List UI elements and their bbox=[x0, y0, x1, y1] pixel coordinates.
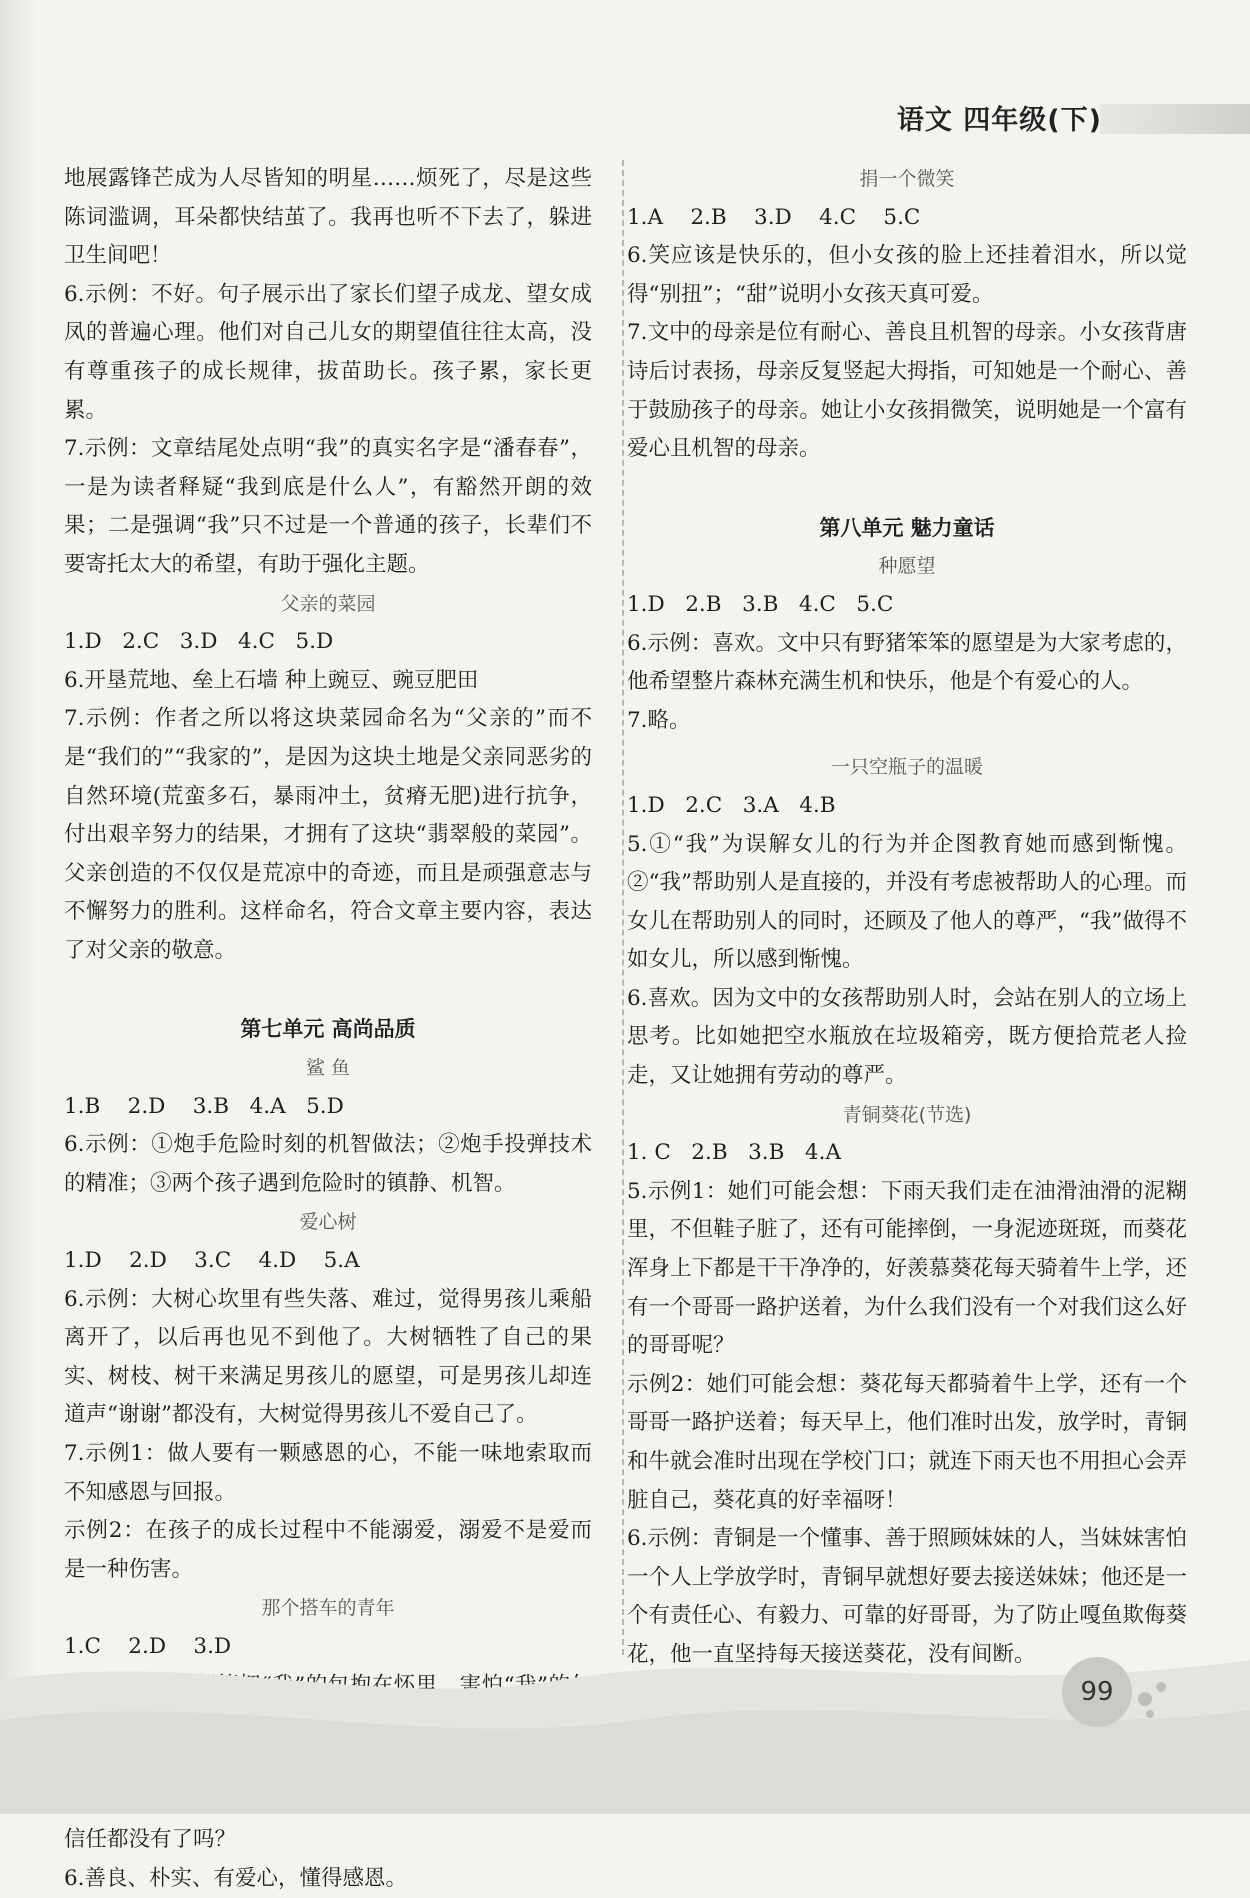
answer-para: 6.示例：大树心坎里有些失落、难过，觉得男孩儿乘船离开了，以后再也见不到他了。大树牺牲了自己的果实、树枝、树干来满足男孩儿的愿望，可是男孩儿却连道声“谢谢”都没有，大树觉得男孩儿不爱自己了。 bbox=[64, 1286, 592, 1428]
answer-para: 6.笑应该是快乐的，但小女孩的脸上还挂着泪水，所以觉得“别扭”；“甜”说明小女孩天真可爱。 bbox=[627, 243, 1187, 307]
left-column bbox=[64, 160, 592, 1898]
answer-para: 5.①“我”为误解女儿的行为并企图教育她而感到惭愧。②“我”帮助别人是直接的，并没有考虑被帮助人的心理。而女儿在帮助别人的同时，还顾及了他人的尊严，“我”做得不如女儿，所以感到惭愧。 bbox=[627, 831, 1187, 973]
answer-para: 信任都没有了吗？ bbox=[64, 1826, 237, 1852]
decor-dot bbox=[1138, 1692, 1152, 1706]
answer-para: 7.示例：文章结尾处点明“我”的真实名字是“潘春春”，一是为读者释疑“我到底是什么人”，有豁然开朗的效果；二是强调“我”只不过是一个普通的孩子，长辈们不要寄托太大的希望，有助于强化主题。 bbox=[64, 436, 592, 577]
choice-answers: 1.C 2.D 3.D bbox=[64, 1633, 232, 1659]
lesson-title: 捐一个微笑 bbox=[859, 168, 955, 190]
decor-dot bbox=[1156, 1682, 1166, 1692]
answer-para: 7.文中的母亲是位有耐心、善良且机智的母亲。小女孩背唐诗后讨表扬，母亲反复竖起大拇指，可知她是一个耐心、善于鼓励孩子的母亲。她让小女孩捐微笑，说明她是一个富有爱心且机智的母亲。 bbox=[627, 320, 1187, 462]
answer-para: 6.示例：①炮手危险时刻的机智做法；②炮手投弹技术的精准；③两个孩子遇到危险时的镇静、机智。 bbox=[64, 1132, 592, 1196]
answer-para: 6.示例：青铜是一个懂事、善于照顾妹妹的人，当妹妹害怕一个人上学放学时，青铜早就想好要去接送妹妹；他还是一个有责任心、有毅力、可靠的好哥哥，为了防止嘎鱼欺侮葵花，他一直坚持每天接送葵花，没有间断。 bbox=[627, 1526, 1187, 1667]
choice-answers: 1.D 2.B 3.B 4.C 5.C bbox=[627, 591, 894, 617]
choice-answers: 1.B 2.D 3.B 4.A 5.D bbox=[64, 1093, 344, 1119]
page-number: 99 bbox=[1062, 1657, 1132, 1727]
answer-para: 示例2：她们可能会想：葵花每天都骑着牛上学，还有一个哥哥一路护送着；每天早上，他们准时出发，放学时，青铜和牛就会准时出现在学校门口；就连下雨天也不用担心会弄脏自己，葵花真的好幸福呀！ bbox=[627, 1371, 1187, 1513]
answer-para: 6.善良、朴实、有爱心，懂得感恩。 bbox=[64, 1865, 408, 1891]
answer-para: 地展露锋芒成为人尽皆知的明星……烦死了，尽是这些陈词滥调，耳朵都快结茧了。我再也听不下去了，躲进卫生间吧！ bbox=[64, 166, 592, 269]
answer-para: 6.喜欢。因为文中的女孩帮助别人时，会站在别人的立场上思考。比如她把空水瓶放在垃圾箱旁，既方便拾荒老人捡走，又让她拥有劳动的尊严。 bbox=[627, 985, 1187, 1089]
answer-para: 6.示例：不好。句子展示出了家长们望子成龙、望女成凤的普遍心理。他们对自己儿女的期望值往往太高，没有尊重孩子的成长规律，拔苗助长。孩子累，家长更累。 bbox=[64, 281, 592, 423]
answer-para: 7.示例：作者之所以将这块菜园命名为“父亲的”而不是“我们的”“我家的”，是因为这块土地是父亲同恶劣的自然环境(荒蛮多石，暴雨冲土，贫瘠无肥)进行抗争，付出艰辛努力的结果，才拥有了这块“翡翠般的菜园”。父亲创造的不仅仅是荒凉中的奇迹，而且是顽强意志与不懈努力的胜利。这样命名，符合文章主要内容，表达了对父亲的敬意。 bbox=[64, 706, 592, 963]
unit-title: 第七单元 高尚品质 bbox=[240, 1017, 416, 1042]
choice-answers: 1.A 2.B 3.D 4.C 5.C bbox=[627, 204, 921, 230]
unit-title: 第八单元 魅力童话 bbox=[819, 515, 995, 540]
lesson-title: 青铜葵花(节选) bbox=[842, 1103, 972, 1126]
page-binding-edge bbox=[0, 0, 38, 1814]
choice-answers: 1.D 2.D 3.C 4.D 5.A bbox=[64, 1248, 360, 1274]
header-bar bbox=[1100, 104, 1250, 134]
header-title: 语文 四年级(下) bbox=[896, 105, 1102, 136]
lesson-title: 爱心树 bbox=[299, 1211, 357, 1234]
lesson-title: 那个搭车的青年 bbox=[261, 1597, 395, 1620]
right-column bbox=[627, 160, 1187, 1675]
answer-para: 7.略。 bbox=[627, 707, 691, 733]
lesson-title: 种愿望 bbox=[878, 555, 936, 578]
answer-para: 示例2：在孩子的成长过程中不能溺爱，溺爱不是爱而是一种伤害。 bbox=[64, 1518, 592, 1582]
column-divider bbox=[622, 160, 624, 1655]
choice-answers: 1. C 2.B 3.B 4.A bbox=[627, 1140, 841, 1166]
answer-para: 6.开垦荒地、垒上石墙 种上豌豆、豌豆肥田 bbox=[64, 667, 479, 693]
choice-answers: 1.D 2.C 3.D 4.C 5.D bbox=[64, 629, 334, 655]
footer-wave-decoration bbox=[0, 1640, 1250, 1814]
lesson-title: 一只空瓶子的温暖 bbox=[830, 756, 983, 779]
answer-para: 5.示例1：她们可能会想：下雨天我们走在油滑油滑的泥糊里，不但鞋子脏了，还有可能摔倒，一身泥迹斑斑，而葵花浑身上下都是干干净净的，好羡慕葵花每天骑着牛上学，还有一个哥哥一路护送着，为什么我们没有一个对我们这么好的哥哥呢？ bbox=[627, 1178, 1187, 1359]
lesson-title: 父亲的菜园 bbox=[280, 592, 376, 615]
answer-para: 7.示例1：做人要有一颗感恩的心，不能一味地索取而不知感恩与回报。 bbox=[64, 1441, 592, 1505]
decor-dot bbox=[1146, 1710, 1154, 1718]
choice-answers: 1.D 2.C 3.A 4.B bbox=[627, 792, 836, 818]
answer-para: 6.示例：喜欢。文中只有野猪笨笨的愿望是为大家考虑的，他希望整片森林充满生机和快乐，他是个有爱心的人。 bbox=[627, 630, 1187, 695]
lesson-title: 鲨 鱼 bbox=[305, 1057, 351, 1080]
